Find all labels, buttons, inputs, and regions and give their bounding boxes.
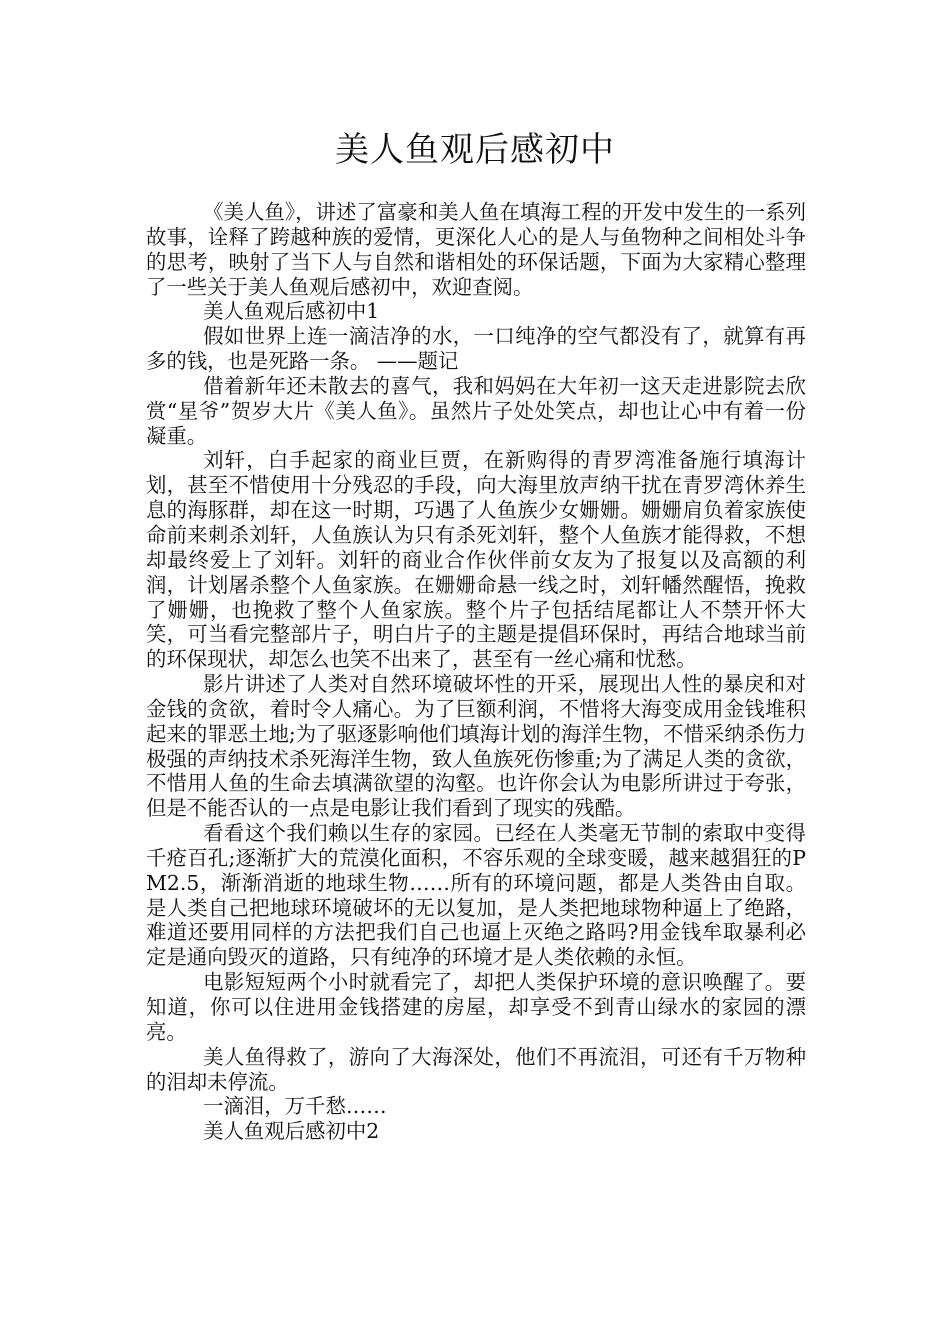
body-paragraph: 一滴泪，万千愁…… bbox=[203, 1094, 387, 1119]
section-heading-1: 美人鱼观后感初中1 bbox=[203, 299, 380, 324]
body-paragraph: 电影短短两个小时就看完了，却把人类保护环境的意识唤醒了。要知道，你可以住进用金钱搭建的房屋，却享受不到青山绿水的家园的漂亮。 bbox=[146, 970, 806, 1044]
body-paragraph: 看看这个我们赖以生存的家园。已经在人类毫无节制的索取中变得千疮百孔;逐渐扩大的荒漠化面积，不容乐观的全球变暖，越来越猖狂的PM2.5，渐渐消逝的地球生物……所有的环境问题，都是人类咎由自取。是人类自己把地球环境破坏的无以复加，是人类把地球物种逼上了绝路，难道还要用同样的方法把我们自己也逼上灭绝之路吗?用金钱牟取暴利必定是通向毁灭的道路，只有纯净的环境才是人类依赖的永恒。 bbox=[146, 821, 806, 970]
intro-paragraph: 《美人鱼》，讲述了富豪和美人鱼在填海工程的开发中发生的一系列故事，诠释了跨越种族的爱情，更深化人心的是人与鱼物种之间相处斗争的思考，映射了当下人与自然和谐相处的环保话题，下面为大家精心整理了一些关于美人鱼观后感初中，欢迎查阅。 bbox=[146, 200, 806, 299]
document-body bbox=[146, 200, 806, 1144]
body-paragraph: 刘轩，白手起家的商业巨贾，在新购得的青罗湾准备施行填海计划，甚至不惜使用十分残忍的手段，向大海里放声纳干扰在青罗湾休养生息的海豚群，却在这一时期，巧遇了人鱼族少女姗姗。姗姗肩负着家族使命前来刺杀刘轩，人鱼族认为只有杀死刘轩，整个人鱼族才能得救，不想却最终爱上了刘轩。刘轩的商业合作伙伴前女友为了报复以及高额的利润，计划屠杀整个人鱼家族。在姗姗命悬一线之时，刘轩幡然醒悟，挽救了姗姗，也挽救了整个人鱼家族。整个片子包括结尾都让人不禁开怀大笑，可当看完整部片子，明白片子的主题是提倡环保时，再结合地球当前的环保现状，却怎么也笑不出来了，甚至有一丝心痛和忧愁。 bbox=[146, 448, 806, 672]
document-title: 美人鱼观后感初中 bbox=[335, 130, 615, 170]
epigraph-paragraph: 假如世界上连一滴洁净的水，一口纯净的空气都没有了，就算有再多的钱，也是死路一条。 ——题记 bbox=[146, 324, 806, 374]
body-paragraph: 影片讲述了人类对自然环境破坏性的开采，展现出人性的暴戾和对金钱的贪欲，着时令人痛心。为了巨额利润，不惜将大海变成用金钱堆积起来的罪恶土地;为了驱逐影响他们填海计划的海洋生物，不惜采纳杀伤力极强的声纳技术杀死海洋生物，致人鱼族死伤惨重;为了满足人类的贪欲，不惜用人鱼的生命去填满欲望的沟壑。也许你会认为电影所讲过于夸张，但是不能否认的一点是电影让我们看到了现实的残酷。 bbox=[146, 672, 806, 821]
body-paragraph: 美人鱼得救了，游向了大海深处，他们不再流泪，可还有千万物种的泪却未停流。 bbox=[146, 1044, 806, 1094]
body-paragraph: 借着新年还未散去的喜气，我和妈妈在大年初一这天走进影院去欣赏“星爷”贺岁大片《美人鱼》。虽然片子处处笑点，却也让心中有着一份凝重。 bbox=[146, 373, 806, 448]
section-heading-2: 美人鱼观后感初中2 bbox=[203, 1119, 380, 1144]
